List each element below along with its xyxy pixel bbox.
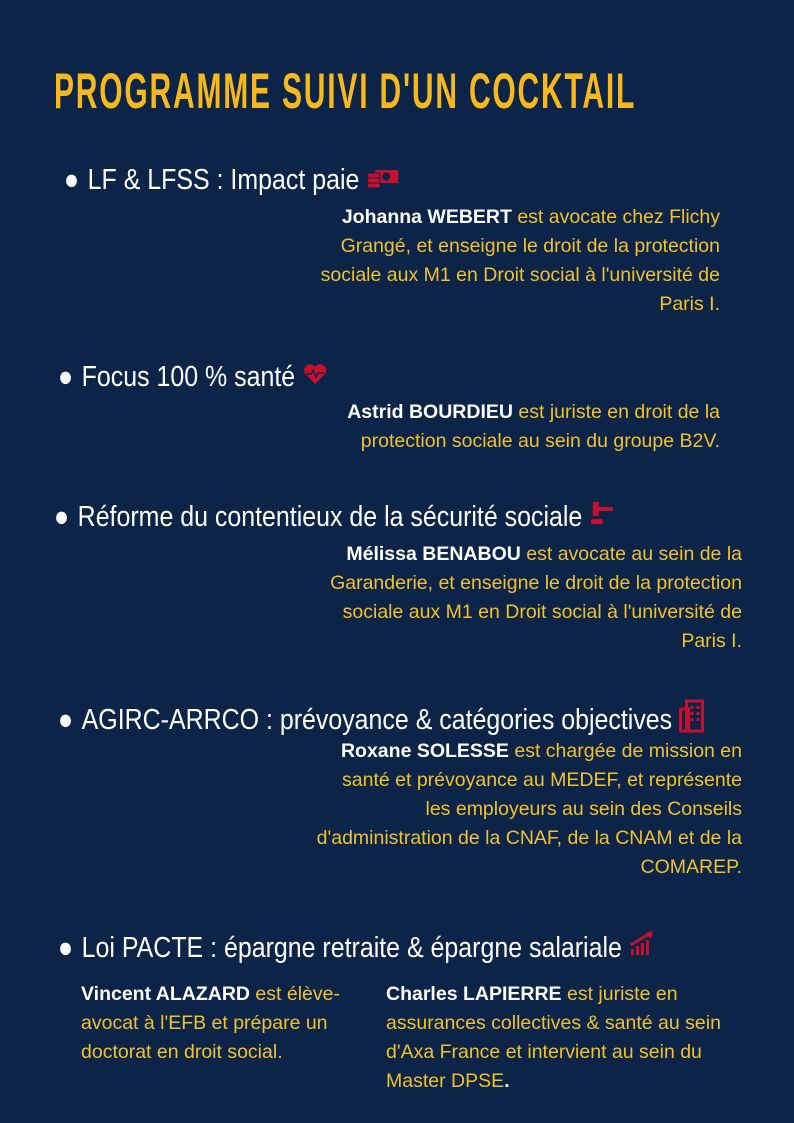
speaker-name: Roxane SOLESSE	[340, 740, 509, 762]
bio-text: est élève-avocat à l'EFB et prépare un doctorat en droit social.	[81, 983, 340, 1063]
speaker-bio-5a	[81, 980, 376, 1067]
bullet: ●	[64, 164, 80, 196]
speaker-bio-2	[300, 398, 720, 456]
section-heading-5	[58, 931, 653, 965]
section-heading-2	[58, 361, 326, 394]
heart-icon	[302, 361, 328, 394]
bio-text: est juriste en assurances collectives & santé au sein d'Axa France et intervient au sein du Master DPSE	[386, 983, 721, 1092]
speaker-name: Astrid BOURDIEU	[347, 401, 513, 423]
section-heading-4	[58, 699, 707, 741]
building-icon	[679, 699, 709, 741]
bullet: ●	[58, 361, 74, 393]
speaker-name: Charles LAPIERRE	[386, 983, 562, 1005]
speaker-name: Johanna WEBERT	[341, 206, 512, 228]
heading-text: LF & LFSS : Impact paie	[87, 164, 360, 196]
speaker-bio-4	[312, 737, 742, 882]
period: .	[504, 1070, 510, 1092]
speaker-name: Vincent ALAZARD	[81, 983, 251, 1005]
section-heading-3	[54, 500, 613, 534]
bullet: ●	[58, 931, 74, 964]
speaker-bio-5b	[386, 980, 726, 1096]
money-icon	[366, 164, 400, 197]
speaker-name: Mélissa BENABOU	[346, 543, 521, 565]
bullet: ●	[58, 703, 74, 736]
bio-text: est avocate au sein de la Garanderie, et enseigne le droit de la protection sociale aux M1 en Droit social à l'université de Paris I.	[330, 543, 742, 652]
chart-up-icon	[629, 931, 655, 965]
bio-text: est juriste en droit de la protection sociale au sein du groupe B2V.	[360, 401, 720, 452]
bullet: ●	[54, 500, 70, 533]
section-heading-1	[64, 164, 397, 197]
gavel-icon	[589, 500, 615, 534]
bio-text: est chargée de mission en santé et prévoyance au MEDEF, et représente les employeurs au sein des Conseils d'administration de la CNAF, de la CNAM et de la COMAREP.	[316, 740, 742, 878]
page-title: PROGRAMME SUIVI D'UN COCKTAIL	[54, 63, 637, 119]
speaker-bio-3	[312, 540, 742, 656]
heading-text: AGIRC-ARRCO : prévoyance & catégories objectives	[81, 703, 673, 736]
speaker-bio-1	[300, 203, 720, 319]
heading-text: Réforme du contentieux de la sécurité sociale	[77, 500, 583, 533]
heading-text: Focus 100 % santé	[81, 361, 296, 393]
heading-text: Loi PACTE : épargne retraite & épargne salariale	[81, 931, 622, 964]
bio-text: est avocate chez Flichy Grangé, et enseigne le droit de la protection sociale aux M1 en Droit social à l'université de Paris I.	[320, 206, 720, 315]
